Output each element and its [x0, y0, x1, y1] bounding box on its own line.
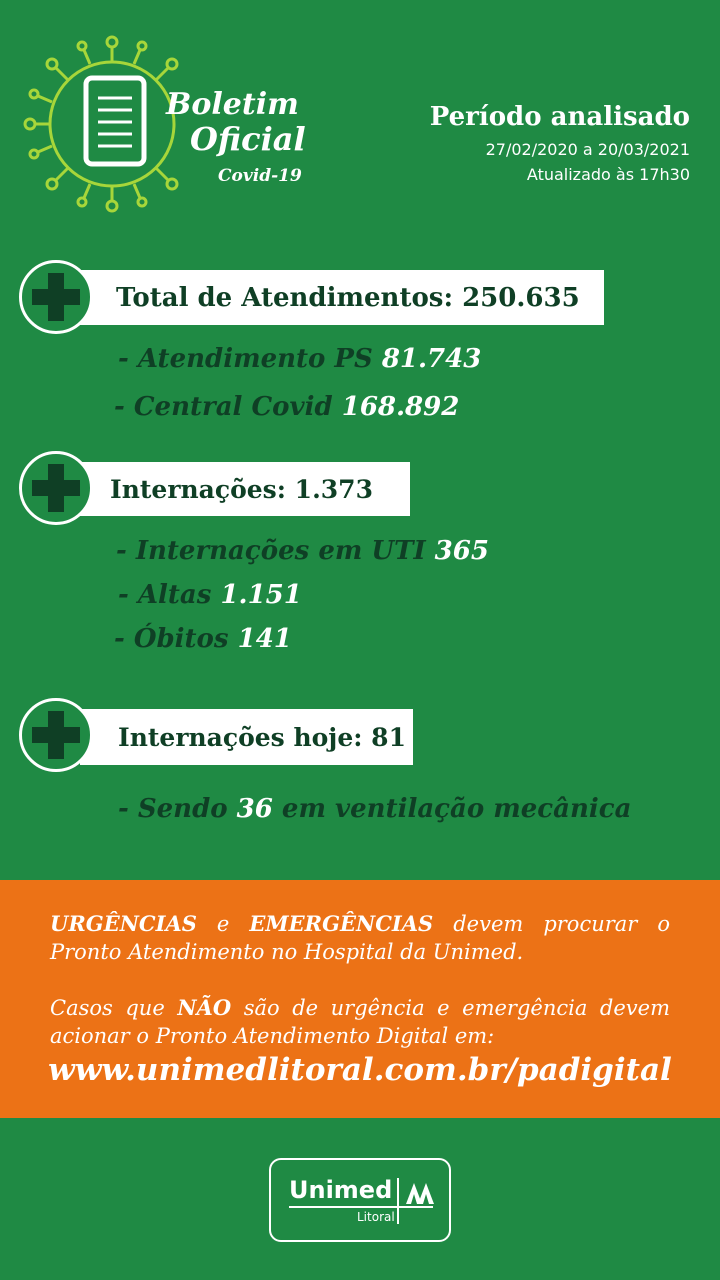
- updated-time: Atualizado às 17h30: [526, 165, 690, 184]
- list-item: [114, 392, 459, 422]
- urgency-word: URGÊNCIAS: [50, 911, 197, 936]
- title-oficial: Oficial: [190, 120, 306, 158]
- notice-panel: [0, 880, 720, 1118]
- item-suffix: em ventilação mecânica: [281, 794, 632, 824]
- notice-text: são de urgência e emergência devem acionar o Pronto Atendimento Digital em:: [50, 996, 670, 1048]
- unimed-tree-icon: [403, 1180, 437, 1206]
- item-label: - Altas: [118, 580, 212, 610]
- conjunction: e: [216, 912, 230, 936]
- item-value: 365: [434, 536, 489, 566]
- section-title: Internações hoje: 81: [118, 722, 406, 752]
- item-value: 168.892: [341, 392, 460, 422]
- hospitalizations-today-banner: [80, 709, 413, 765]
- unimed-logo: [269, 1158, 451, 1242]
- title-covid: Covid-19: [218, 166, 302, 186]
- plus-icon: [19, 260, 93, 334]
- notice-text: Casos que: [50, 996, 165, 1020]
- period-title: Período analisado: [429, 102, 690, 132]
- padigital-link[interactable]: www.unimedlitoral.com.br/padigital: [48, 1052, 672, 1088]
- total-attendances-banner: [80, 270, 604, 325]
- notice-urgency: [50, 910, 670, 966]
- section-title: Internações: 1.373: [110, 474, 373, 504]
- emergency-word: EMERGÊNCIAS: [249, 911, 434, 936]
- notice-digital: [50, 994, 670, 1050]
- item-label: - Óbitos: [114, 624, 229, 654]
- item-label: - Atendimento PS: [118, 344, 373, 374]
- bulletin-title: [166, 88, 306, 156]
- list-item: [114, 624, 292, 654]
- title-boletim: Boletim: [166, 87, 299, 122]
- item-label: - Sendo: [118, 794, 228, 824]
- not-word: NÃO: [177, 995, 232, 1020]
- item-value: 81.743: [381, 344, 482, 374]
- item-label: - Central Covid: [114, 392, 333, 422]
- hospitalizations-banner: [80, 462, 410, 516]
- list-item: [118, 580, 302, 610]
- list-item: [118, 794, 631, 824]
- section-title: Total de Atendimentos: 250.635: [116, 282, 580, 313]
- item-value: 36: [236, 794, 273, 824]
- period-block: [430, 102, 690, 184]
- unimed-sub: Litoral: [357, 1210, 395, 1224]
- list-item: [116, 536, 489, 566]
- item-value: 141: [237, 624, 292, 654]
- notice-text: devem procurar o Pronto Atendimento no Hospital da Unimed.: [50, 912, 670, 964]
- unimed-brand: Unimed: [289, 1176, 393, 1204]
- plus-icon: [19, 698, 93, 772]
- item-value: 1.151: [220, 580, 302, 610]
- plus-icon: [19, 451, 93, 525]
- list-item: [118, 344, 481, 374]
- item-label: - Internações em UTI: [116, 536, 426, 566]
- period-dates: 27/02/2020 a 20/03/2021: [485, 140, 690, 159]
